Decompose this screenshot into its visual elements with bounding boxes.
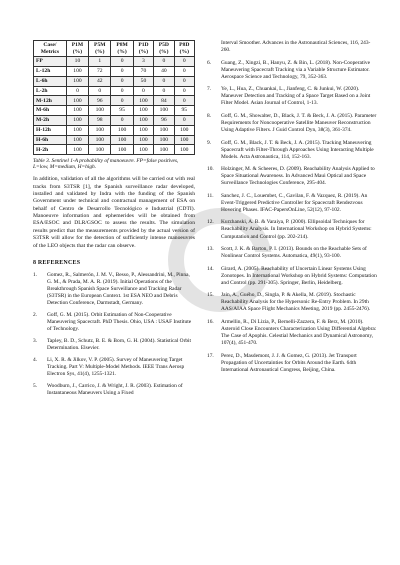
table-cell: 0 [174, 116, 194, 126]
table-header-cell: P8M (%) [111, 41, 133, 57]
table-body [34, 57, 195, 155]
table-cell: 0 [154, 57, 174, 67]
table-row-label: L-2h [34, 86, 67, 96]
table-cell: 100 [66, 135, 88, 145]
reference-item [207, 166, 377, 187]
table-cell: 100 [133, 106, 153, 116]
reference-item [207, 246, 377, 260]
table-cell: 0 [111, 116, 133, 126]
reference-text: Holzinger, M. & Scheeres, D. (2009). Reachability Analysis Applied to Space Situational Awareness. In Advanced Maui Optical and Space Surveillance Technologies Conference, 295-404. [221, 166, 375, 187]
table-cell: 0 [154, 86, 174, 96]
table-row-label: FP [34, 57, 67, 67]
reference-number: 4. [33, 357, 38, 364]
reference-continuation [207, 40, 377, 54]
table-row [34, 125, 195, 135]
section-heading: 8 REFERENCES [33, 259, 81, 266]
reference-number: 6. [207, 59, 212, 66]
table-cell: 0 [111, 57, 133, 67]
reference-continued [207, 40, 377, 54]
table-cell: 0 [111, 96, 133, 106]
table-cell: 100 [154, 125, 174, 135]
table-header-row [34, 41, 195, 57]
table-cell: 3 [133, 57, 153, 67]
reference-number: 2. [33, 312, 38, 319]
table-cell: 100 [111, 145, 133, 155]
table-cell: 10 [66, 57, 88, 67]
table-row-label: L-12h [34, 67, 67, 77]
reference-item [33, 357, 195, 378]
table-row [34, 96, 195, 106]
table-row [34, 67, 195, 77]
table-cell: 100 [133, 145, 153, 155]
table-cell: 100 [154, 135, 174, 145]
table-row-label: H-6h [34, 135, 67, 145]
reference-list-right [207, 60, 377, 374]
table-row [34, 57, 195, 67]
table-row [34, 106, 195, 116]
table-row-label: M-2h [34, 116, 67, 126]
reference-number: 7. [207, 86, 212, 93]
table-cell: 100 [89, 135, 111, 145]
table-cell: 0 [133, 86, 153, 96]
table-row-label: L-6h [34, 76, 67, 86]
reference-text: Ye, L., Hua, Z., Chuankai, L., Jianfeng, C. & Junkui, W. (2020). Maneuver Detection and Tracking of a Space Target Based on a Joint Filter Model. Asian Journal of Control, 1-13. [221, 86, 371, 107]
table-cell: 100 [66, 67, 88, 77]
table-cell: 100 [66, 106, 88, 116]
table-cell: 100 [89, 125, 111, 135]
table-row [34, 135, 195, 145]
reference-number: 3. [33, 338, 38, 345]
reference-item [207, 140, 377, 161]
reference-item [207, 113, 377, 134]
table-cell: 50 [133, 76, 153, 86]
reference-text: Scott, J. K. & Barton, P. I. (2013). Bounds on the Reachable Sets of Nonlinear Control Systems. Automatica, 49(1), 93-100. [221, 246, 367, 260]
reference-list-left [33, 272, 195, 397]
reference-text: Goff, G. M. (2015). Orbit Estimation of Non-Cooperative Maneuvering Spacecraft. PhD Thesis. Ohio, USA : USAF Institute of Technology. [47, 312, 192, 333]
reference-text: Goff, G. M., Showalter, D., Black, J. T. & Beck, J. A. (2015). Parameter Requirements for Noncooperative Satellite Maneuver Reconstruction Using Adaptive Filters. J Guid Control Dyn, 38(3), 361-374. [221, 112, 377, 133]
left-column [33, 40, 195, 402]
table-cell: 100 [174, 125, 194, 135]
body-paragraph: In addition, validation of all the algorithms will be carried out with real tracks from S3TSR [1], the Spanish surveillance radar developed, installed and validated by Indra with the funding of the Spanish Government under technical and contractual management of ESA on behalf of Centro de Desarrollo Tecnológico e Industrial (CDTI). Manoeuvre information and ephemerides will be obtained from ESA/ESOC and DLR/GSOC to assess the results. The simulation results predict that the measurements provided by the actual version of S3TSR will allow for the detection of sufficiently intense manoeuvres of the LEO objects that the radar can observe. [33, 176, 195, 249]
table-cell: 0 [89, 86, 111, 96]
table-cell: 72 [89, 67, 111, 77]
table-cell: 100 [154, 106, 174, 116]
table-header-cell: P5M (%) [89, 41, 111, 57]
table-cell: 100 [154, 145, 174, 155]
reference-item [207, 266, 377, 287]
table-cell: 100 [133, 116, 153, 126]
reference-text: Armellin, R., Di Lizia, P., Bernelli-Zazzera, F. & Berz, M. (2010). Asteroid Close Encounters Characterization Using Differential Algebra: The Case of Apophis. Celestial Mechanics and Dynamical Astronomy, 107(4), 451-470. [221, 319, 377, 347]
table-row [34, 76, 195, 86]
table-cell: 0 [154, 76, 174, 86]
reference-text: Gomez, R., Salmerón, J. M. V., Besso, P., Alessandrini, M., Pinna, G. M., & Prada, M. A. R. (2019). Initial Operations of the Breakthrough Spanish Space Surveillance and Tracking Radar (S3TSR) in the European Context. 1st ESA NEO and Debris Detection Conference, Darmstadt, Germany. [47, 271, 190, 306]
table-cell: 70 [133, 67, 153, 77]
table-caption: Table 3. Sentinel 1-A probability of manoeuvre. FP=false positives, L=low, M=medium, H=high. [33, 158, 179, 171]
table-header-cell: Case/ Metrics [34, 41, 67, 57]
table-cell: 0 [111, 76, 133, 86]
reference-number: 9. [207, 139, 212, 146]
reference-item [33, 312, 195, 333]
reference-number: 15. [207, 292, 214, 299]
table-cell: 100 [174, 135, 194, 145]
reference-number: 16. [207, 319, 214, 326]
reference-item [207, 319, 377, 347]
table-cell: 100 [111, 135, 133, 145]
table-cell: 100 [89, 106, 111, 116]
reference-item [207, 86, 377, 107]
table-cell: 100 [133, 135, 153, 145]
reference-text: Interval Smoother. Advances in the Astronautical Sciences, 116, 243-260. [221, 40, 371, 54]
table-cell: 0 [66, 86, 88, 96]
reference-number: 13. [207, 246, 214, 253]
table-cell: 100 [66, 145, 88, 155]
reference-text: Tapley, B. D., Schutz, B. E. & Born, G. H. (2004). Statistical Orbit Determination. Elsevier. [47, 338, 192, 352]
reference-text: Jain, A., Guého, D., Singla, P. & Akella, M. (2019). Stochastic Reachability Analysis for the Hypersonic Re-Entry Problem. In 29th AAS/AIAA Space Flight Mechanics Meeting, 2019 (pp. 2455-2476). [221, 292, 371, 313]
reference-number: 1. [33, 271, 38, 278]
table-row-label: M-6h [34, 106, 67, 116]
table-header-cell: P5D (%) [154, 41, 174, 57]
reference-item [207, 219, 377, 240]
reference-text: Woodburn, J., Carrico, J. & Wright, J. R. (2003). Estimation of Instantaneous Maneuvers Using a Fixed [47, 383, 183, 397]
reference-number: 11. [207, 192, 214, 199]
table-cell: 100 [174, 145, 194, 155]
table-header-cell: P1M (%) [66, 41, 88, 57]
table-row-label: M-12h [34, 96, 67, 106]
table-cell: 96 [154, 116, 174, 126]
reference-text: Li, X. R. & Jilkov, V. P. (2005). Survey of Maneuvering Target Tracking. Part V: Multiple-Model Methods. IEEE Trans Aerosp Electron Sys, 41(4), 1255-1321. [47, 357, 185, 378]
reference-item [207, 60, 377, 81]
reference-number: 17. [207, 352, 214, 359]
table-cell: 98 [89, 116, 111, 126]
reference-text: Guang, Z., Xingzi, B., Hanyu, Z. & Bin, L. (2018). Non-Cooperative Maneuvering Spacecraft Tracking via a Variable Structure Estimator. Aerospace Science and Technology, 79, 352-363. [221, 59, 370, 80]
right-column [207, 40, 377, 379]
table-cell: 100 [66, 125, 88, 135]
table-cell: 100 [111, 125, 133, 135]
table-cell: 100 [89, 145, 111, 155]
table-cell: 95 [111, 106, 133, 116]
table-cell: 40 [154, 67, 174, 77]
reference-text: Perez, D., Masdemont, J. J. & Gomez, G. (2013). Jet Transport Propagation of Uncertainties for Orbits Around the Earth. 64th International Astronautical Congress, Beijing, China. [221, 352, 357, 373]
table-cell: 96 [89, 96, 111, 106]
reference-text: Sanchez, J. C., Louembet, C., Gavilan, F. & Vazquez, R. (2019). An Event-Triggered Predictive Controller for Spacecraft Rendezvous Hovering Phases. IFAC-PapersOnLine, 52(12), 97-102. [221, 192, 368, 213]
reference-item [207, 353, 377, 374]
table-cell: 95 [174, 106, 194, 116]
table-cell: 0 [111, 67, 133, 77]
reference-number: 5. [33, 383, 38, 390]
table-cell: 42 [89, 76, 111, 86]
table-row-label: H-12h [34, 125, 67, 135]
table-cell: 0 [174, 96, 194, 106]
table-cell: 0 [174, 86, 194, 96]
table-cell: 100 [66, 96, 88, 106]
table-header-cell: P1D (%) [133, 41, 153, 57]
reference-item [33, 338, 195, 352]
table-cell: 0 [174, 67, 194, 77]
reference-text: Goff, G. M., Black, J. T. & Beck, J. A. (2015). Tracking Maneuvering Spacecraft with Filter-Through Approaches Using Interacting Multiple Models. Acta Astronautica, 114, 152-163. [221, 139, 374, 160]
table-row [34, 116, 195, 126]
table-cell: 100 [133, 96, 153, 106]
reference-number: 12. [207, 219, 214, 226]
reference-number: 14. [207, 265, 214, 272]
table-row [34, 145, 195, 155]
reference-text: Kurzhanski, A. B. & Varaiya, P. (2000). Ellipsoidal Techniques for Reachability Analysis. In International Workshop on Hybrid Systems: Computation and Control (pp. 202-214). [221, 219, 372, 240]
table-cell: 100 [133, 125, 153, 135]
reference-number: 10. [207, 166, 214, 173]
reference-text: Girard, A. (2005). Reachability of Uncertain Linear Systems Using Zonotopes. In International Workshop on Hybrid Systems: Computation and Control (pp. 291-305). Springer, Berlin, Heidelberg. [221, 265, 377, 286]
reference-number: 8. [207, 112, 212, 119]
table-cell: 0 [111, 86, 133, 96]
reference-item [33, 383, 195, 397]
table-cell: 100 [66, 76, 88, 86]
reference-item [33, 272, 195, 307]
table-cell: 84 [154, 96, 174, 106]
table-header-cell: P8D (%) [174, 41, 194, 57]
table-cell: 1 [89, 57, 111, 67]
reference-item [207, 193, 377, 214]
table-row-label: H-2h [34, 145, 67, 155]
table-row [34, 86, 195, 96]
table-cell: 0 [174, 57, 194, 67]
manoeuvre-probability-table [33, 40, 195, 155]
table-cell: 0 [174, 76, 194, 86]
table-cell: 100 [66, 116, 88, 126]
reference-item [207, 292, 377, 313]
